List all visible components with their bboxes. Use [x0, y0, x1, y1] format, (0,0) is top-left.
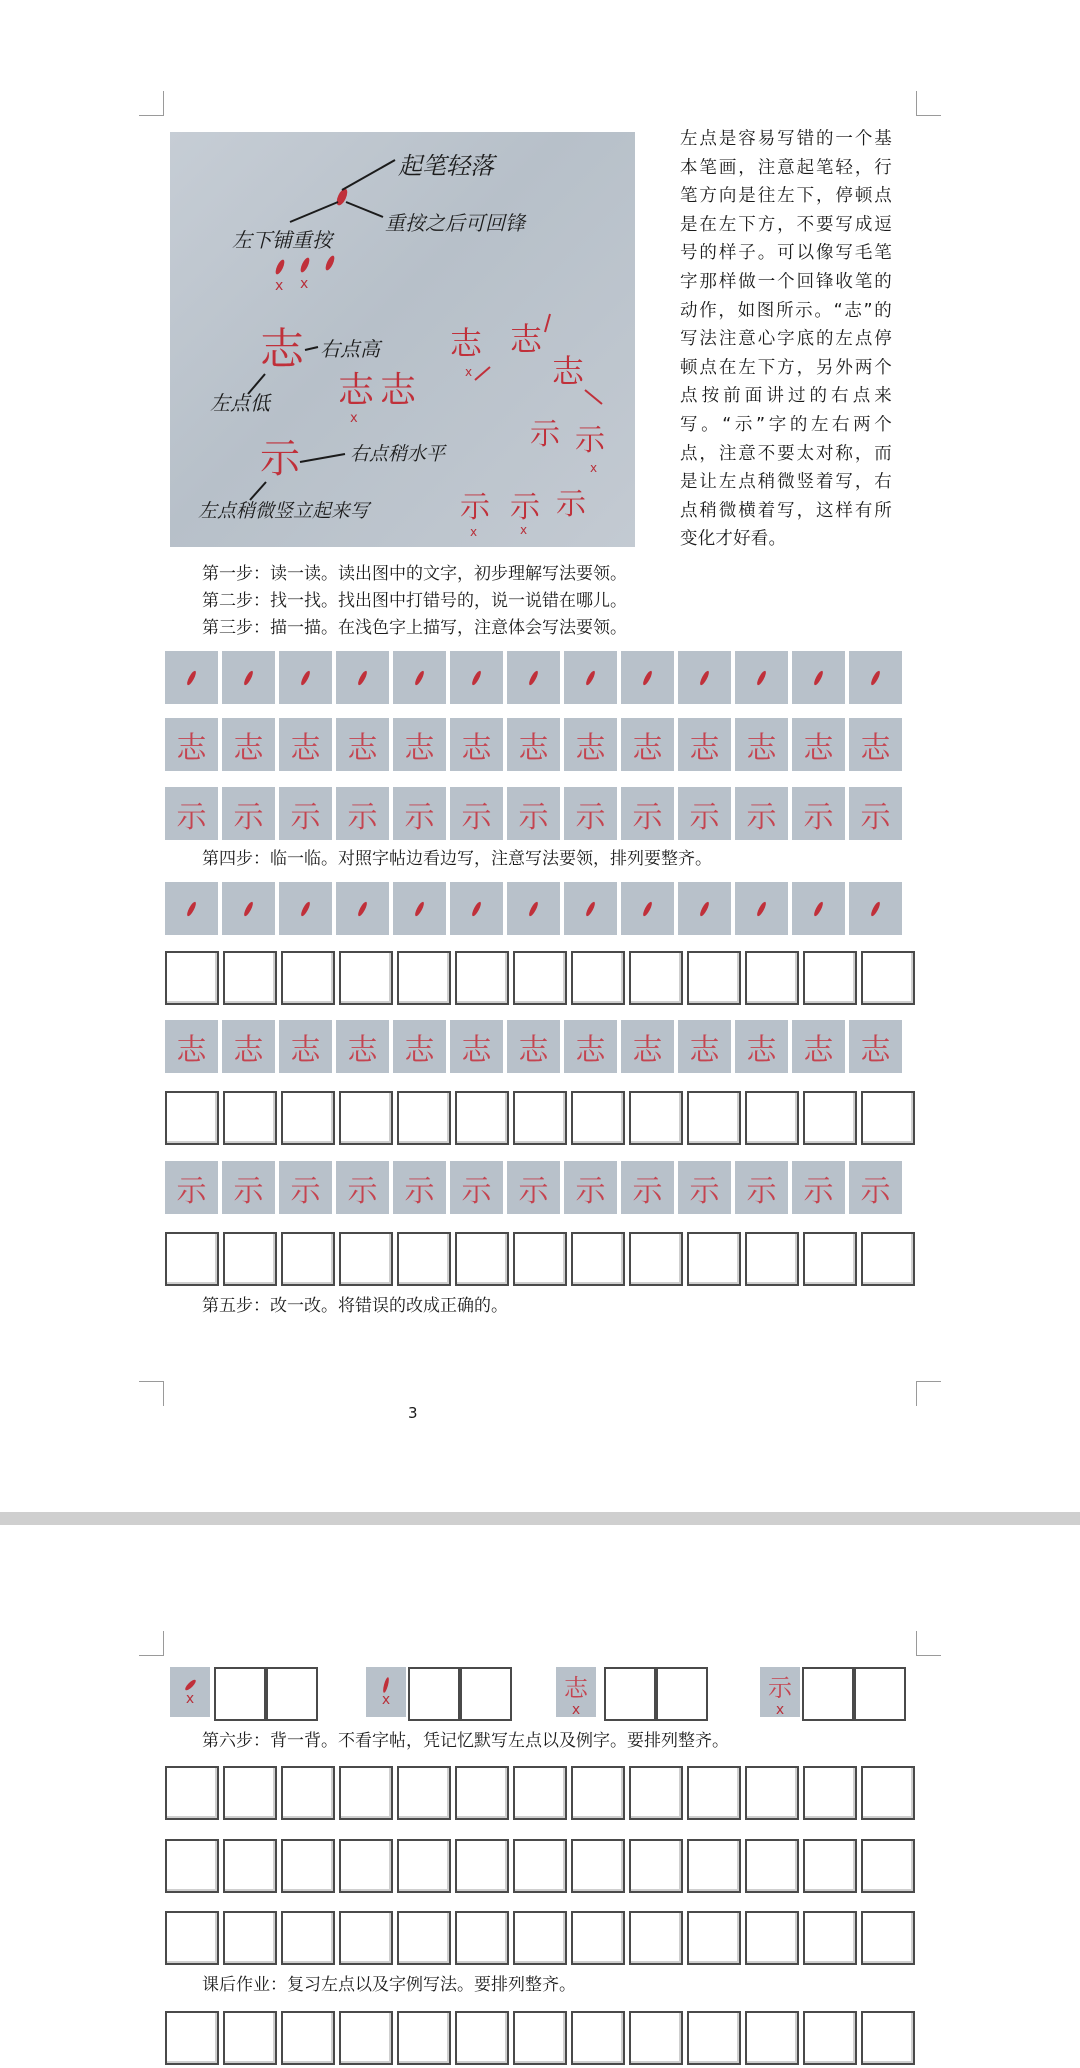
writing-box[interactable] [571, 1766, 625, 1820]
trace-row-dot [165, 651, 902, 704]
left-dot-stroke [335, 187, 350, 207]
explanation-paragraph: 左点是容易写错的一个基本笔画，注意起笔轻，行笔方向是往左下，停顿点是在左下方，不要写成逗号的样子。可以像写毛笔字那样做一个回锋收笔的动作，如图所示。“志”的写法注意心字底的左点停顿点在左下方，另外两个点按前面讲过的右点来写。“示”字的左右两个点，注意不要太对称，而是让左点稍微竖着写，右点稍微横着写，这样有所变化才好看。 [680, 129, 892, 550]
writing-box[interactable] [861, 1911, 915, 1965]
writing-box[interactable] [455, 1911, 509, 1965]
char-tile-shi: 示 [735, 787, 788, 840]
char-tile-zhi: 志 [336, 1020, 389, 1073]
writing-box[interactable] [687, 2011, 741, 2065]
char-tile-zhi: 志 [678, 718, 731, 771]
left-dot-tile [621, 882, 674, 935]
correction-box[interactable] [656, 1667, 708, 1721]
wrong-mark: x [275, 278, 284, 294]
copy-row-zhi [165, 1020, 902, 1073]
char-tile-shi: 示 [792, 787, 845, 840]
writing-box[interactable] [629, 1232, 683, 1286]
writing-box[interactable] [397, 951, 451, 1005]
example-char-zhi: 志 [260, 324, 304, 375]
note-right-flat: 右点稍水平 [350, 443, 446, 465]
writing-box[interactable] [687, 1091, 741, 1145]
writing-box[interactable] [397, 2011, 451, 2065]
writing-box[interactable] [687, 951, 741, 1005]
writing-box[interactable] [223, 951, 277, 1005]
note-left-low: 左点低 [210, 391, 270, 415]
writing-box[interactable] [745, 1766, 799, 1820]
writing-box[interactable] [745, 951, 799, 1005]
step-3-text: 第三步：描一描。在浅色字上描写，注意体会写法要领。 [202, 618, 627, 638]
writing-box[interactable] [223, 1766, 277, 1820]
left-dot-tile [393, 882, 446, 935]
writing-box[interactable] [803, 1091, 857, 1145]
char-tile-zhi: 志 [621, 1020, 674, 1073]
example-char-zhi: 志 [552, 352, 585, 390]
correction-box[interactable] [854, 1667, 906, 1721]
writing-box[interactable] [223, 1911, 277, 1965]
writing-row [165, 1232, 915, 1286]
wrong-mark: x [520, 523, 528, 537]
writing-box[interactable] [861, 1232, 915, 1286]
writing-box[interactable] [513, 1091, 567, 1145]
char-tile-shi: 示 [279, 787, 332, 840]
writing-box[interactable] [745, 2011, 799, 2065]
char-tile-zhi: 志 [507, 718, 560, 771]
correction-box[interactable] [604, 1667, 656, 1721]
char-tile-zhi: 志 [735, 1020, 788, 1073]
left-dot-tile [621, 651, 674, 704]
writing-box[interactable] [629, 1091, 683, 1145]
writing-box[interactable] [455, 951, 509, 1005]
writing-box[interactable] [861, 951, 915, 1005]
char-tile-shi: 示 [222, 787, 275, 840]
char-tile-shi: 示 [165, 1161, 218, 1214]
char-tile-shi: 示 [450, 1161, 503, 1214]
correction-box[interactable] [214, 1667, 266, 1721]
homework-writing-row [165, 2011, 915, 2065]
wrong-mark: x [470, 525, 478, 539]
writing-box[interactable] [165, 951, 219, 1005]
writing-box[interactable] [803, 1839, 857, 1893]
writing-box[interactable] [629, 951, 683, 1005]
left-dot-tile [279, 651, 332, 704]
writing-box[interactable] [803, 1911, 857, 1965]
example-char-shi: 示 [530, 417, 560, 452]
example-char-shi: 示 [260, 436, 300, 482]
char-tile-shi: 示 [678, 787, 731, 840]
writing-box[interactable] [571, 1232, 625, 1286]
char-tile-shi: 示 [393, 1161, 446, 1214]
writing-box[interactable] [513, 1839, 567, 1893]
char-tile-zhi: 志 [792, 1020, 845, 1073]
char-tile-shi: 示 [735, 1161, 788, 1214]
homework-text: 课后作业：复习左点以及字例写法。要排列整齐。 [202, 1975, 576, 1995]
example-char-shi: 示 [460, 490, 490, 525]
writing-box[interactable] [687, 1766, 741, 1820]
writing-box[interactable] [687, 1839, 741, 1893]
correction-box[interactable] [802, 1667, 854, 1721]
left-dot-tile [735, 651, 788, 704]
writing-box[interactable] [571, 951, 625, 1005]
writing-box[interactable] [223, 1839, 277, 1893]
char-tile-shi: 示 [564, 1161, 617, 1214]
writing-box[interactable] [803, 2011, 857, 2065]
left-dot-tile [507, 651, 560, 704]
correction-box[interactable] [460, 1667, 512, 1721]
left-dot-tile [222, 651, 275, 704]
writing-box[interactable] [397, 1766, 451, 1820]
char-tile-shi: 示 [564, 787, 617, 840]
step-1-text: 第一步：读一读。读出图中的文字，初步理解写法要领。 [202, 564, 627, 584]
char-tile-shi: 示 [507, 1161, 560, 1214]
page-separator [0, 1512, 1080, 1525]
writing-box[interactable] [455, 2011, 509, 2065]
calligraphy-photo [170, 132, 635, 547]
note-left-down: 左下铺重按 [232, 228, 332, 252]
writing-box[interactable] [455, 1091, 509, 1145]
char-tile-shi: 示 [792, 1161, 845, 1214]
writing-box[interactable] [281, 1911, 335, 1965]
char-tile-shi: 示 [336, 1161, 389, 1214]
char-tile-zhi: 志 [564, 718, 617, 771]
char-tile-zhi: 志 [222, 1020, 275, 1073]
writing-box[interactable] [165, 1091, 219, 1145]
writing-box[interactable] [165, 1766, 219, 1820]
writing-box[interactable] [281, 2011, 335, 2065]
writing-row [165, 1091, 915, 1145]
writing-box[interactable] [571, 1091, 625, 1145]
writing-box[interactable] [339, 1232, 393, 1286]
char-tile-zhi: 志 [849, 718, 902, 771]
writing-box[interactable] [629, 1911, 683, 1965]
char-tile-zhi: 志 [279, 718, 332, 771]
page-corner-mark [139, 1381, 164, 1406]
writing-box[interactable] [861, 1091, 915, 1145]
writing-box[interactable] [397, 1839, 451, 1893]
writing-box[interactable] [339, 1839, 393, 1893]
writing-box[interactable] [745, 1232, 799, 1286]
wrong-char-sample: 志 x [556, 1667, 596, 1717]
writing-box[interactable] [165, 2011, 219, 2065]
step-5-text: 第五步：改一改。将错误的改成正确的。 [202, 1296, 508, 1316]
left-dot-tile [564, 882, 617, 935]
char-tile-zhi: 志 [393, 718, 446, 771]
note-press-return: 重按之后可回锋 [385, 211, 525, 235]
writing-box[interactable] [803, 951, 857, 1005]
writing-box[interactable] [397, 1091, 451, 1145]
wrong-mark: x [300, 276, 309, 292]
char-tile-shi: 示 [393, 787, 446, 840]
writing-box[interactable] [861, 1839, 915, 1893]
char-tile-shi: 示 [165, 787, 218, 840]
char-tile-zhi: 志 [678, 1020, 731, 1073]
writing-row [165, 951, 915, 1005]
writing-box[interactable] [803, 1232, 857, 1286]
left-dot-tile [222, 882, 275, 935]
writing-box[interactable] [571, 1911, 625, 1965]
char-tile-zhi: 志 [849, 1020, 902, 1073]
page-corner-mark [139, 91, 164, 116]
char-tile-zhi: 志 [393, 1020, 446, 1073]
writing-box[interactable] [281, 1232, 335, 1286]
step-6-text: 第六步：背一背。不看字帖，凭记忆默写左点以及例字。要排列整齐。 [202, 1731, 729, 1751]
wrong-dot-sample: x [366, 1667, 406, 1717]
writing-box[interactable] [513, 951, 567, 1005]
char-tile-zhi: 志 [450, 1020, 503, 1073]
writing-box[interactable] [397, 1911, 451, 1965]
left-dot-tile [336, 651, 389, 704]
writing-box[interactable] [629, 2011, 683, 2065]
left-dot-tile [393, 651, 446, 704]
char-tile-shi: 示 [450, 787, 503, 840]
trace-row-zhi [165, 718, 902, 771]
page-corner-mark [916, 91, 941, 116]
wrong-char-sample: 示 x [760, 1667, 800, 1717]
memory-writing-row [165, 1911, 915, 1965]
writing-box[interactable] [745, 1091, 799, 1145]
example-char-shi: 示 [575, 423, 605, 458]
memory-writing-row [165, 1839, 915, 1893]
writing-box[interactable] [687, 1232, 741, 1286]
writing-box[interactable] [455, 1232, 509, 1286]
char-tile-zhi: 志 [165, 718, 218, 771]
char-tile-zhi: 志 [564, 1020, 617, 1073]
writing-box[interactable] [397, 1232, 451, 1286]
char-tile-shi: 示 [222, 1161, 275, 1214]
writing-box[interactable] [281, 1839, 335, 1893]
char-tile-shi: 示 [621, 1161, 674, 1214]
char-tile-shi: 示 [849, 1161, 902, 1214]
writing-box[interactable] [339, 1091, 393, 1145]
note-right-high: 右点高 [320, 337, 380, 361]
writing-box[interactable] [571, 1839, 625, 1893]
left-dot-tile [849, 651, 902, 704]
step-4-text: 第四步：临一临。对照字帖边看边写，注意写法要领，排列要整齐。 [202, 849, 712, 869]
char-tile-shi: 示 [849, 787, 902, 840]
writing-box[interactable] [687, 1911, 741, 1965]
left-dot-tile [735, 882, 788, 935]
char-tile-zhi: 志 [165, 1020, 218, 1073]
writing-box[interactable] [281, 1091, 335, 1145]
writing-box[interactable] [455, 1839, 509, 1893]
example-char-zhi: 志 [510, 320, 543, 358]
char-tile-zhi: 志 [222, 718, 275, 771]
writing-box[interactable] [281, 951, 335, 1005]
writing-box[interactable] [223, 2011, 277, 2065]
writing-box[interactable] [165, 1232, 219, 1286]
char-tile-zhi: 志 [735, 718, 788, 771]
char-tile-zhi: 志 [450, 718, 503, 771]
writing-box[interactable] [571, 2011, 625, 2065]
page-corner-mark [916, 1381, 941, 1406]
copy-row-shi [165, 1161, 902, 1214]
wrong-mark: x [350, 411, 358, 426]
writing-box[interactable] [281, 1766, 335, 1820]
correction-box[interactable] [408, 1667, 460, 1721]
left-dot-tile [849, 882, 902, 935]
example-char-shi: 示 [510, 490, 540, 525]
writing-box[interactable] [745, 1911, 799, 1965]
char-tile-shi: 示 [678, 1161, 731, 1214]
writing-box[interactable] [165, 1839, 219, 1893]
writing-box[interactable] [339, 951, 393, 1005]
left-dot-tile [507, 882, 560, 935]
example-char-zhi: 志 [380, 370, 417, 411]
writing-box[interactable] [861, 1766, 915, 1820]
char-tile-zhi: 志 [336, 718, 389, 771]
writing-box[interactable] [165, 1911, 219, 1965]
writing-box[interactable] [513, 1911, 567, 1965]
wrong-mark: x [590, 461, 598, 475]
left-dot-tile [279, 882, 332, 935]
writing-box[interactable] [223, 1232, 277, 1286]
memory-writing-row [165, 1766, 915, 1820]
char-tile-zhi: 志 [792, 718, 845, 771]
char-tile-shi: 示 [507, 787, 560, 840]
left-dot-tile [792, 882, 845, 935]
writing-box[interactable] [455, 1766, 509, 1820]
writing-box[interactable] [629, 1839, 683, 1893]
char-tile-zhi: 志 [621, 718, 674, 771]
writing-box[interactable] [803, 1766, 857, 1820]
writing-box[interactable] [339, 1911, 393, 1965]
page-corner-mark [916, 1631, 941, 1656]
writing-box[interactable] [339, 2011, 393, 2065]
note-left-upright: 左点稍微竖立起来写 [198, 500, 370, 522]
wrong-mark: x [465, 365, 473, 379]
left-dot-tile [336, 882, 389, 935]
wrong-dot-sample: x [170, 1667, 210, 1717]
left-dot-tile [450, 651, 503, 704]
writing-box[interactable] [513, 1232, 567, 1286]
writing-box[interactable] [513, 1766, 567, 1820]
example-char-shi: 示 [556, 487, 586, 522]
writing-box[interactable] [339, 1766, 393, 1820]
writing-box[interactable] [861, 2011, 915, 2065]
example-char-zhi: 志 [450, 324, 483, 362]
char-tile-zhi: 志 [507, 1020, 560, 1073]
writing-box[interactable] [223, 1091, 277, 1145]
left-dot-tile [792, 651, 845, 704]
page-number: 3 [408, 1404, 418, 1422]
writing-box[interactable] [745, 1839, 799, 1893]
writing-box[interactable] [513, 2011, 567, 2065]
trace-row-shi [165, 787, 902, 840]
left-dot-tile [564, 651, 617, 704]
step-2-text: 第二步：找一找。找出图中打错号的，说一说错在哪儿。 [202, 591, 627, 611]
left-dot-tile [165, 651, 218, 704]
left-dot-tile [678, 882, 731, 935]
left-dot-tile [678, 651, 731, 704]
left-dot-tile [450, 882, 503, 935]
correction-box[interactable] [266, 1667, 318, 1721]
char-tile-shi: 示 [279, 1161, 332, 1214]
page-corner-mark [139, 1631, 164, 1656]
char-tile-zhi: 志 [279, 1020, 332, 1073]
left-dot-tile [165, 882, 218, 935]
copy-row-dot [165, 882, 902, 935]
char-tile-shi: 示 [621, 787, 674, 840]
writing-box[interactable] [629, 1766, 683, 1820]
char-tile-shi: 示 [336, 787, 389, 840]
example-char-zhi: 志 [338, 370, 375, 411]
note-start-light: 起笔轻落 [398, 152, 494, 180]
